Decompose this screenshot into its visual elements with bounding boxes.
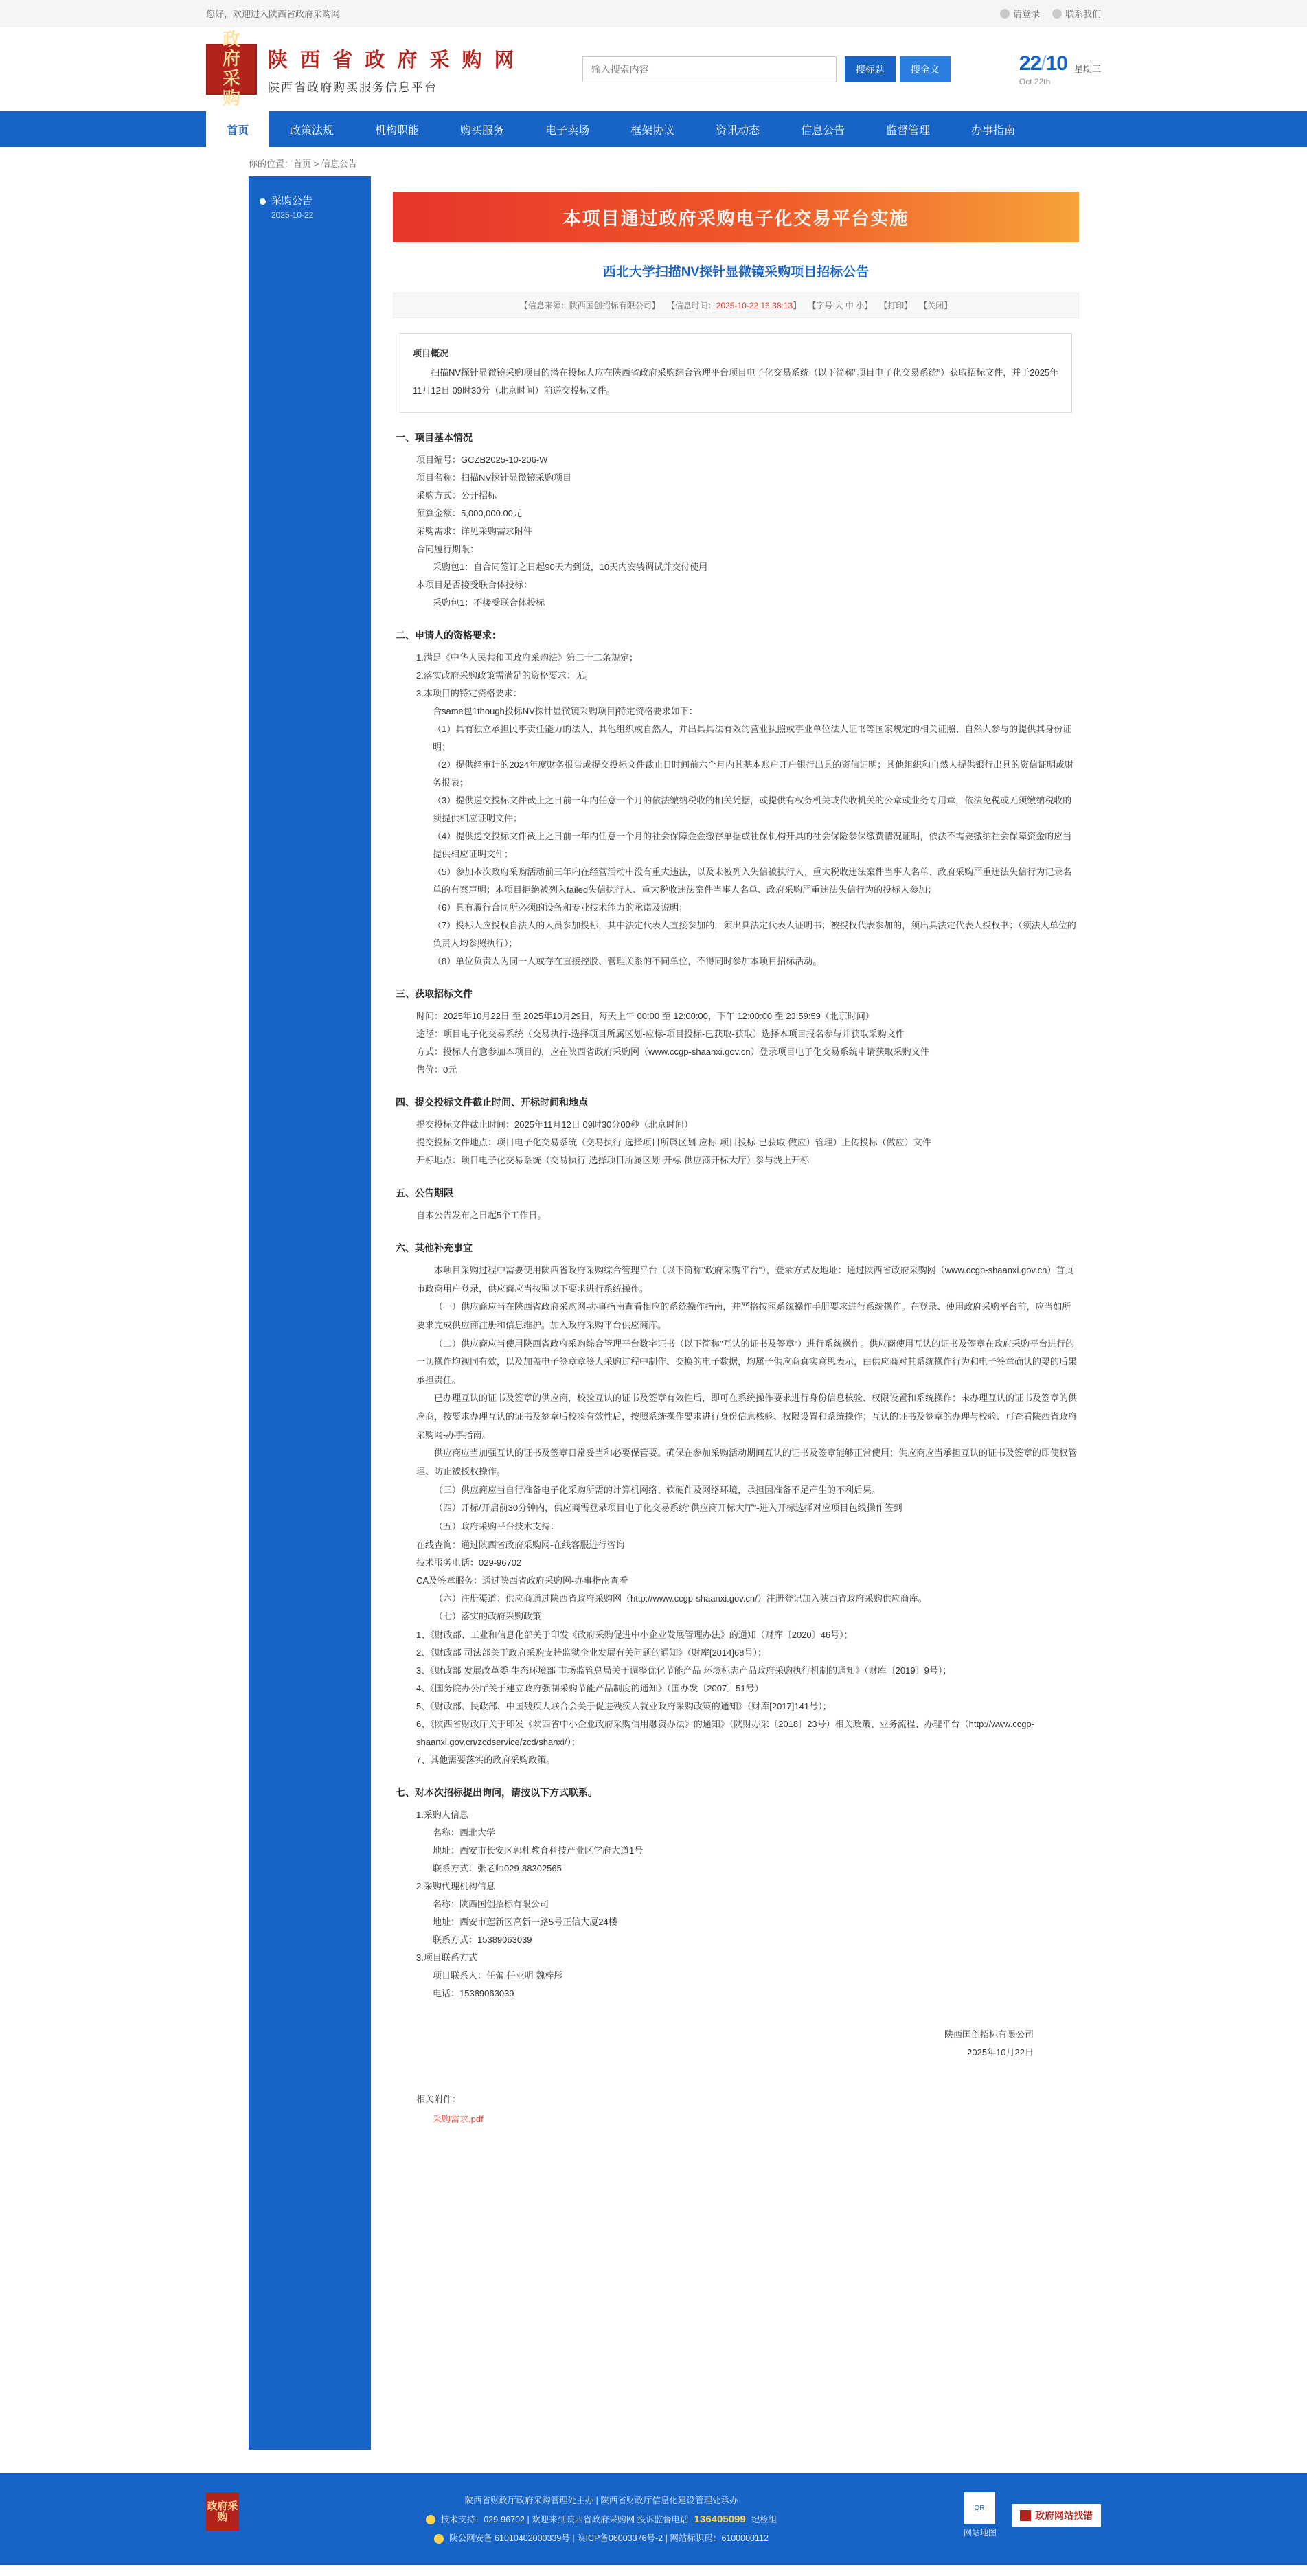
section-line: 合same包1though投标NV探针显微镜采购项目j特定资格要求如下： <box>433 706 698 716</box>
section-line: （六）注册渠道：供应商通过陕西省政府采购网（http://www.ccgp-shaanxi.gov.cn/）注册登记加入陕西省政府采购供应商库。 <box>434 1593 927 1604</box>
project-overview-box <box>400 333 1072 413</box>
site-subtitle: 陕西省政府购买服务信息平台 <box>268 80 437 94</box>
section-line: 采购方式：公开招标 <box>416 490 497 501</box>
section-line: （1）具有独立承担民事责任能力的法人、其他组织或自然人，并出具具法有效的营业执照或事业单位法人证书等国家规定的相关证照、自然人参与的提供其身份证明； <box>433 724 1072 752</box>
sidebar-item-date: 2025-10-22 <box>271 209 314 220</box>
section-line: 3.本项目的特定资格要求： <box>416 688 522 698</box>
login-link[interactable] <box>1000 7 1040 20</box>
section-line: 合同履行期限： <box>416 544 479 554</box>
meta-time: 2025-10-22 16:38:13 <box>716 301 793 310</box>
content-wrapper <box>0 176 1307 2450</box>
sidebar-item-label: 采购公告 <box>271 195 313 207</box>
footer-center <box>257 2492 946 2547</box>
section-line: 地址：西安市莲新区高新一路5号正信大厦24楼 <box>433 1916 617 1927</box>
section-heading: 三、获取招标文件 <box>396 988 473 999</box>
sidebar-item-announcement[interactable] <box>249 189 371 227</box>
sidebar <box>249 176 371 2450</box>
page-title: 西北大学扫描NV探针显微镜采购项目招标公告 <box>602 265 870 280</box>
search-input[interactable] <box>582 56 837 82</box>
section-line: 本项目是否接受联合体投标： <box>416 580 533 590</box>
date-month: 10 <box>1045 52 1067 75</box>
section-line: 已办理互认的证书及签章的供应商，校验互认的证书及签章有效性后，即可在系统操作要求进行身份信息核验、权限设置和系统操作；未办理互认的证书及签章的供应商，按要求办理互认的证书及签章后校验有效性后，按照系统操作要求进行身份信息核验、权限设置和系统操作；互认的证书及签章的办理与校验、可查看陕西省政府采购网-办事指南。 <box>416 1393 1078 1440</box>
section-line: 2.采购代理机构信息 <box>416 1880 495 1891</box>
qr-code-icon: QR <box>964 2492 995 2524</box>
section-line: （三）供应商应当自行准备电子化采购所需的计算机网络、软硬件及网络环境，承担因准备不足产生的不利后果。 <box>434 1484 881 1495</box>
section-line: 本项目采购过程中需要使用陕西省政府采购综合管理平台（以下简称"政府采购平台"），登录方式及地址：通过陕西省政府采购网（www.ccgp-shaanxi.gov.cn）首页市政商用户登录，供应商应当按照以下要求进行系统操作。 <box>416 1265 1074 1294</box>
section-line: 售价：0元 <box>416 1064 457 1075</box>
section-line: 提交投标文件截止时间：2025年11月12日 09时30分00秒（北京时间） <box>416 1119 693 1130</box>
section-line: （五）政府采购平台技术支持： <box>434 1520 560 1531</box>
shield-icon <box>434 2534 444 2544</box>
section-line: 自本公告发布之日起5个工作日。 <box>416 1210 547 1220</box>
report-error-button[interactable] <box>1012 2504 1101 2527</box>
section-line: 方式：投标人有意参加本项目的，应在陕西省政府采购网（www.ccgp-shaanxi.gov.cn）登录项目电子化交易系统申请获取采购文件 <box>416 1047 929 1057</box>
section-line: 地址：西安市长安区郭杜教育科技产业区学府大道1号 <box>433 1845 644 1856</box>
section-line: （二）供应商应当使用陕西省政府采购综合管理平台数字证书（以下简称"互认的证书及签章"）进行系统操作。供应商使用互认的证书及签章在政府采购平台进行的一切操作均视同有效，以及加盖电子签章章签人采购过程中制作、交换的电子数据，均属子供应商真实意思表示，由供应商对其系统操作行为和电子签章确认的要的后果承担责任。 <box>416 1338 1078 1385</box>
overview-heading: 项目概况 <box>413 348 449 358</box>
logo-emblem-text: 政府采购 <box>222 29 240 109</box>
signature-org: 陕西国创招标有限公司 <box>944 2029 1034 2040</box>
sitemap-block[interactable] <box>964 2492 997 2538</box>
footer-logo-icon <box>206 2492 239 2531</box>
nav-item-framework[interactable]: 框架协议 <box>630 124 675 137</box>
section-line: （8）单位负责人为同一人或存在直接控股、管理关系的不同单位，不得同时参加本项目招标活动。 <box>433 956 822 966</box>
section-line: （4）提供递交投标文件截止之日前一年内任意一个月的社会保障金金缴存单据或社保机构开具的社会保险参保缴费情况证明，依法不需要缴纳社会保障资金的应当提供相应证明文件； <box>433 831 1072 859</box>
section-line: 2、《财政部 司法部关于政府采购支持监狱企业发展有关问题的通知》（财库[2014]68号）； <box>416 1647 766 1658</box>
contact-link[interactable] <box>1052 7 1101 20</box>
section-line: 供应商应当加强互认的证书及签章日常妥当和必要保管要。确保在参加采购活动期间互认的证书及签章能够正常使用；供应商应当承担互认的证书及签章的即使权管理、防止被授权操作。 <box>416 1448 1078 1477</box>
nav-item-home[interactable]: 首页 <box>206 111 269 147</box>
footer-icp-text: 陕公网安备 61010402000339号 | 陕ICP备06003376号-2 | 网站标识码：6100000112 <box>449 2533 769 2543</box>
breadcrumb: 你的位置：首页 > 信息公告 <box>0 147 1307 176</box>
section-line: 电话：15389063039 <box>433 1987 514 1998</box>
site-footer <box>0 2473 1307 2565</box>
section-line: 时间：2025年10月22日 至 2025年10月29日，每天上午 00:00 至 12:00:00，下午 12:00:00 至 23:59:59（北京时间） <box>416 1011 874 1021</box>
main-nav <box>0 111 1307 147</box>
greeting-text: 您好，欢迎进入陕西省政府采购网 <box>206 9 341 19</box>
footer-line-2 <box>257 2509 946 2530</box>
section-line: （3）提供递交投标文件截止之日前一年内任意一个月的依法缴纳税收的相关凭据，或提供有权务机关或代收机关的公章或业务专用章，依法免税或无须缴纳税收的须提供相应证明文件； <box>433 795 1072 823</box>
search-area <box>582 56 951 82</box>
section-line: 6、《陕西省财政厅关于印发《陕西省中小企业政府采购信用融资办法》的通知》（陕财办采〔2018〕23号）相关政策、业务流程、办理平台（http://www.ccgp-shaanxi.gov.cn/zcdservice/zcd/shanxi/）； <box>416 1718 1034 1747</box>
section-line: 采购需求：详见采购需求附件 <box>416 526 533 536</box>
section-line: 技术服务电话：029-96702 <box>416 1557 522 1568</box>
footer-line-3 <box>257 2530 946 2547</box>
meta-source-end: 】 <box>651 301 660 310</box>
attachments-heading: 相关附件： <box>416 2093 462 2104</box>
promo-banner: 本项目通过政府采购电子化交易平台实施 <box>393 192 1079 242</box>
date-day: 22 <box>1019 52 1041 75</box>
logo-emblem-icon <box>206 29 257 109</box>
nav-item-policies[interactable]: 政策法规 <box>290 124 334 137</box>
section-line: （四）开标/开启前30分钟内，供应商需登录项目电子化交易系统"供应商开标大厅"-进入开标选择对应项目包线操作签到 <box>434 1503 902 1514</box>
section-line: 联系方式：15389063039 <box>433 1934 532 1945</box>
nav-item-news[interactable]: 资讯动态 <box>716 124 760 137</box>
section-heading: 五、公告期限 <box>396 1187 453 1198</box>
overview-body: 扫描NV探针显微镜采购项目的潜在投标人应在陕西省政府采购综合管理平台项目电子化交易系统（以下简称"项目电子化交易系统"）获取招标文件，并于2025年11月12日 09时30分（北京时间）前递交投标文件。 <box>413 367 1059 396</box>
top-utility-bar <box>0 0 1307 27</box>
footer-line-1 <box>257 2492 946 2509</box>
section-line: 采购包1：自合同签订之日起90天内到货，10天内安装调试并交付使用 <box>433 562 708 572</box>
phone-icon <box>426 2515 435 2524</box>
section-line: 1.采购人信息 <box>416 1809 468 1820</box>
contact-icon <box>1052 9 1062 19</box>
top-links <box>1000 7 1101 20</box>
section-line: （7）投标人应授权自法人的人员参加投标，其中法定代表人直接参加的，须出具法定代表人证明书；被授权代表参加的，须出具法定代表人授权书；（须法人单位的负责人均参照执行）； <box>433 920 1076 948</box>
footer-support-text: 技术支持：029-96702 | 欢迎来到陕西省政府采购网 投诉监督电话 <box>440 2514 689 2524</box>
nav-item-functions[interactable]: 机构职能 <box>375 124 420 137</box>
meta-time-end: 】 <box>793 301 802 310</box>
section-line: 提交投标文件地点：项目电子化交易系统（交易执行-选择项目所属区划-应标-项目投标-已获取-做应）管理）上传投标（做应）文件 <box>416 1137 931 1148</box>
section-line: （一）供应商应当在陕西省政府采购网-办事指南查看相应的系统操作指南，并严格按照系统操作手册要求进行系统操作。在登录、使用政府采购平台前，应当如所要求完成供应商注册和信息维护。加入政府采购平台供应商库。 <box>416 1301 1071 1330</box>
signature-block <box>393 2026 1034 2062</box>
site-name: 陕 西 省 政 府 采 购 网 <box>268 47 517 71</box>
section-line: 名称：陕西国创招标有限公司 <box>433 1898 549 1909</box>
section-line: （七）落实的政府采购政策 <box>434 1611 542 1622</box>
nav-item-services[interactable]: 购买服务 <box>460 124 505 137</box>
meta-time-label: 【信息时间： <box>666 301 716 310</box>
section-heading: 七、对本次招标提出询问，请按以下方式联系。 <box>396 1786 598 1798</box>
section-line: （2）提供经审计的2024年度财务报告或提交投标文件截止日时间前六个月内其基本账户开户银行出具的资信证明；其他组织和自然人提供银行出具的资信证明或财务报表； <box>433 760 1074 788</box>
nav-item-emarket[interactable]: 电子卖场 <box>545 124 590 137</box>
section-line: 开标地点：项目电子化交易系统（交易执行-选择项目所属区划-开标-供应商开标大厅）参与线上开标 <box>416 1155 809 1165</box>
weekday-label: 星期三 <box>1073 63 1101 74</box>
meta-close-button[interactable]: 【关闭】 <box>919 301 953 310</box>
footer-phone: 136405099 <box>694 2514 746 2525</box>
bullet-icon <box>260 198 266 205</box>
section-line: 项目联系人：任蕾 任亚明 魏梓彤 <box>433 1970 563 1981</box>
section-line: 联系方式：张老师029-88302565 <box>433 1862 562 1873</box>
section-line: 项目名称：扫描NV探针显微镜采购项目 <box>416 472 572 483</box>
section-heading: 二、申请人的资格要求： <box>396 630 501 641</box>
article-meta <box>393 293 1079 318</box>
flag-icon <box>1020 2510 1031 2521</box>
sitemap-label: 网站地图 <box>963 2528 997 2538</box>
meta-source: 陕西国创招标有限公司 <box>569 301 652 310</box>
section-line: 名称：西北大学 <box>433 1827 496 1838</box>
logo-text <box>268 45 517 95</box>
date-sub: Oct 22th <box>1019 77 1051 87</box>
section-line: 1.满足《中华人民共和国政府采购法》第二十二条规定； <box>416 652 638 663</box>
nav-item-announcements[interactable]: 信息公告 <box>801 124 845 137</box>
section-line: 1、《财政部、工业和信息化部关于印发《政府采购促进中小企业发展管理办法》的通知（财库〔2020〕46号）； <box>416 1629 853 1640</box>
section-heading: 一、项目基本情况 <box>396 432 473 443</box>
section-line: （5）参加本次政府采购活动前三年内在经营活动中没有重大违法，以及未被列入失信被执行人、重大税收违法案件当事人名单、政府采购严重违法失信行为记录名单的有案声明；本项目拒绝被列入failed失信执行人、重大税收违法案件当事人名单、政府采购严重违法失信行为的投标人参加； <box>433 867 1072 895</box>
section-line: 采购包1：不接受联合体投标 <box>433 597 545 608</box>
footer-org-text: 陕西省财政厅政府采购管理处主办 | 陕西省财政厅信息化建设管理处承办 <box>464 2496 738 2505</box>
section-line: 2.落实政府采购政策需满足的资格要求：无。 <box>416 670 593 681</box>
date-numbers: 22/10 <box>1019 52 1067 75</box>
section-line: CA及签章服务：通过陕西省政府采购网-办事指南查看 <box>416 1575 628 1586</box>
report-error-label: 政府网站找错 <box>1035 2509 1093 2521</box>
section-heading: 六、其他补充事宜 <box>396 1242 473 1253</box>
section-line: 7、其他需要落实的政府采购政策。 <box>416 1754 556 1765</box>
nav-item-guide[interactable]: 办事指南 <box>971 124 1016 137</box>
date-widget <box>1019 52 1101 87</box>
nav-item-supervision[interactable]: 监督管理 <box>886 124 931 137</box>
attachment-link[interactable]: 采购需求.pdf <box>433 2113 484 2124</box>
article-main <box>371 176 1101 2166</box>
section-line: 5、《财政部、民政部、中国残疾人联合会关于促进残疾人就业政府采购政策的通知》（财库[2017]141号）； <box>416 1700 832 1711</box>
meta-print-button[interactable]: 【打印】 <box>879 301 913 310</box>
site-header <box>0 27 1307 111</box>
footer-logo-text: 政府采购 <box>207 2499 238 2523</box>
section-line: 3.项目联系方式 <box>416 1952 477 1963</box>
search-fulltext-button[interactable]: 搜全文 <box>900 56 951 82</box>
signature-date: 2025年10月22日 <box>967 2047 1034 2058</box>
section-line: （6）具有履行合同所必须的设备和专业技术能力的承诺及说明； <box>433 902 688 913</box>
section-line: 3、《财政部 发展改革委 生态环境部 市场监管总局关于调整优化节能产品 环境标志产品政府采购执行机制的通知》（财库〔2019〕9号）； <box>416 1665 952 1676</box>
meta-source-label: 【信息来源： <box>519 301 569 310</box>
site-logo[interactable] <box>206 29 517 109</box>
login-label: 请登录 <box>1012 9 1040 19</box>
contact-label: 联系我们 <box>1065 9 1101 19</box>
footer-right <box>964 2492 1101 2538</box>
meta-fontsize-control[interactable]: 【字号 大 中 小】 <box>808 301 873 310</box>
search-title-button[interactable]: 搜标题 <box>845 56 896 82</box>
footer-support-suffix: 纪检组 <box>751 2514 777 2524</box>
section-line: 预算金额：5,000,000.00元 <box>416 508 522 518</box>
section-line: 途径：项目电子化交易系统（交易执行-选择项目所属区划-应标-项目投标-已获取-获取）选择本项目报名参与并获取采购文件 <box>416 1029 905 1039</box>
section-line: 4、《国务院办公厅关于建立政府强制采购节能产品制度的通知》（国办发〔2007〕51号） <box>416 1683 764 1694</box>
section-line: 在线查询：通过陕西省政府采购网-在线客服进行咨询 <box>416 1539 625 1550</box>
section-heading: 四、提交投标文件截止时间、开标时间和地点 <box>396 1097 588 1108</box>
section-line: 项目编号：GCZB2025-10-206-W <box>416 455 548 465</box>
user-icon <box>1000 9 1010 19</box>
